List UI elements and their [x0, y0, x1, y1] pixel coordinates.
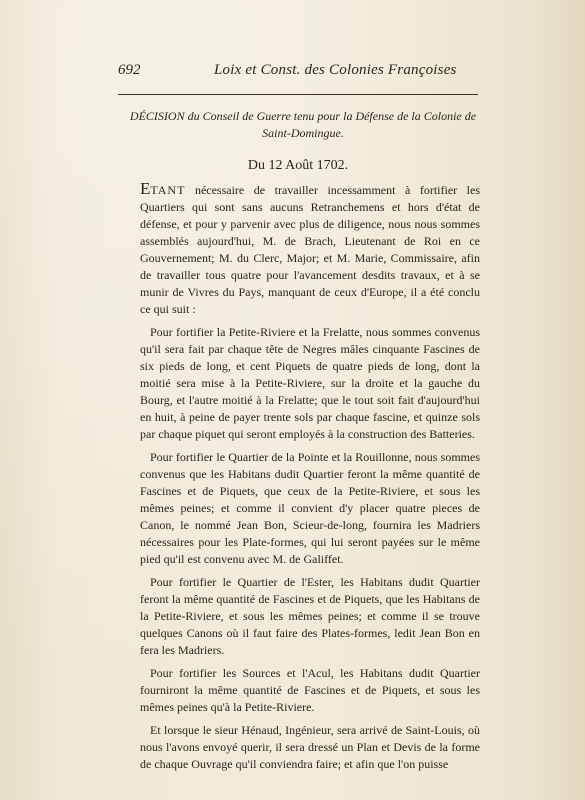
paragraph-1	[140, 180, 480, 318]
paragraph-3: Pour fortifier le Quartier de la Pointe et la Rouillonne, nous sommes convenus que les Habitans dudit Quartier feront la même quantité de Fascines et de Piquets, que ceux de la Petite-Riviere, et sous les mêmes peines; et comme il convient d'y placer quatre pieces de Canon, le nommé Jean Bon, Scieur-de-long, fournira les Madriers nécessaires pour les Plate-formes, qui lui seront payées sur le même pied qu'il est convenu avec M. de Galiffet.	[140, 450, 480, 566]
opening-word: TANT	[150, 183, 186, 197]
paragraph-2: Pour fortifier la Petite-Riviere et la Frelatte, nous sommes convenus qu'il sera fait par chaque tête de Negres mâles cinquante Fascines de six pieds de long, et cent Piquets de quatre pieds de long, dont la moitié sera mise à la Petite-Riviere, sur la droite et la gauche du Bourg, et l'autre moitié à la Frelatte; que le tout soit fait d'aujourd'hui en huit, à peine de payer trente sols par chaque fascine, et quinze sols par chaque piquet qui seront employés à la construction des Batteries.	[140, 325, 480, 441]
page-number: 692	[118, 62, 141, 78]
decision-heading: DÉCISION du Conseil de Guerre tenu pour la Défense de la Colonie de Saint-Domingue.	[129, 109, 477, 140]
document-body	[140, 180, 480, 779]
decision-date: Du 12 Août 1702.	[247, 158, 349, 173]
paragraph-4: Pour fortifier le Quartier de l'Ester, les Habitans dudit Quartier feront la même quantité de Fascines et de Piquets, que les Habitans de la Petite-Riviere, et sous les mêmes peines; et comme il se trouve quelques Canons où il faut faire des Plates-formes, ledit Jean Bon en fera les Madriers.	[140, 575, 480, 657]
paragraph-5: Pour fortifier les Sources et l'Acul, les Habitans dudit Quartier fourniront la même quantité de Fascines et de Piquets, et sous les mêmes peines qu'à la Petite-Riviere.	[140, 666, 480, 714]
header-rule	[118, 94, 478, 95]
running-head	[118, 62, 478, 82]
paragraph-6: Et lorsque le sieur Hénaud, Ingénieur, sera arrivé de Saint-Louis, où nous l'avons envoyé querir, il sera dressé un Plan et Devis de la forme de chaque Ouvrage qu'il conviendra faire; et afin que l'on puisse	[140, 723, 480, 771]
paragraph-1-text: nécessaire de travailler incessamment à fortifier les Quartiers qui sont sans aucuns Retranchemens et hors d'état de défense, et pour y parvenir avec plus de diligence, nous nous sommes assemblés aujourd'hui, M. de Brach, Lieutenant de Roi en ce Gouvernement; M. du Clerc, Major; et M. Marie, Commissaire, afin de travailler tous quatre pour l'avancement desdits travaux, et à se munir de Vivres du Pays, manquant de ceux d'Europe, il a été conclu ce qui suit :	[140, 183, 480, 316]
running-title: Loix et Const. des Colonies Françoises	[214, 62, 457, 78]
drop-cap: E	[140, 179, 151, 198]
